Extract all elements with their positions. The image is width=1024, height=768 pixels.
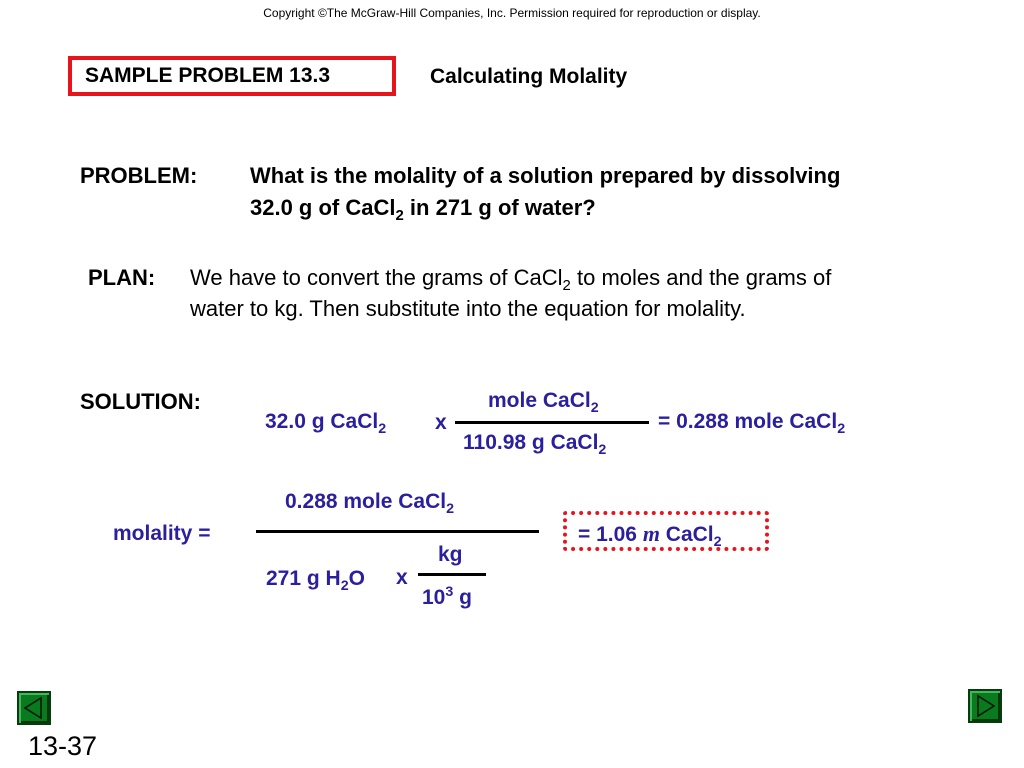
- final-result: = 1.06 m CaCl$_2$: [578, 521, 722, 550]
- step2-denominator-mass: 271 g $H_2O$: [266, 567, 365, 594]
- step2-numerator: 0.288 mole CaCl$_2$: [285, 490, 455, 517]
- step2-conversion-numerator: kg: [438, 543, 463, 566]
- step1-fraction-bar: [455, 421, 649, 424]
- step2-conversion-denominator: $10^3$ g: [422, 584, 472, 609]
- solution-label: SOLUTION:: [80, 389, 201, 414]
- plan-label: PLAN:: [88, 265, 156, 290]
- triangle-right-icon: [970, 691, 1000, 721]
- plan-line-1: We have to convert the grams of CaCl$_2$ to moles and the grams of: [190, 265, 832, 295]
- next-slide-button[interactable]: [968, 689, 1002, 723]
- step2-times: x: [396, 566, 408, 589]
- problem-label: PROBLEM:: [80, 163, 198, 188]
- copyright-notice: Copyright ©The McGraw-Hill Companies, Inc. Permission required for reproduction or display.: [263, 6, 761, 20]
- sample-problem-title: Calculating Molality: [430, 65, 628, 88]
- sample-problem-label: SAMPLE PROBLEM 13.3: [85, 64, 331, 87]
- slide-number: 13-37: [28, 731, 98, 761]
- step1-denominator: 110.98 g CaCl$_2$: [463, 431, 607, 458]
- step2-fraction-bar: [256, 530, 539, 533]
- plan-line-2: water to kg. Then substitute into the equation for molality.: [190, 296, 746, 321]
- step1-times: x: [435, 411, 447, 434]
- triangle-left-icon: [19, 693, 49, 723]
- step1-given: 32.0 g CaCl$_2$: [265, 410, 387, 437]
- step1-result: = 0.288 mole CaCl$_2$: [658, 410, 846, 437]
- problem-line-2: 32.0 g of CaCl$_2$ in 271 g of water?: [250, 195, 596, 225]
- molality-label: molality =: [113, 522, 211, 545]
- step2-conversion-bar: [418, 573, 486, 576]
- previous-slide-button[interactable]: [17, 691, 51, 725]
- step1-numerator: mole CaCl$_2$: [488, 389, 599, 416]
- problem-line-1: What is the molality of a solution prepared by dissolving: [250, 163, 841, 188]
